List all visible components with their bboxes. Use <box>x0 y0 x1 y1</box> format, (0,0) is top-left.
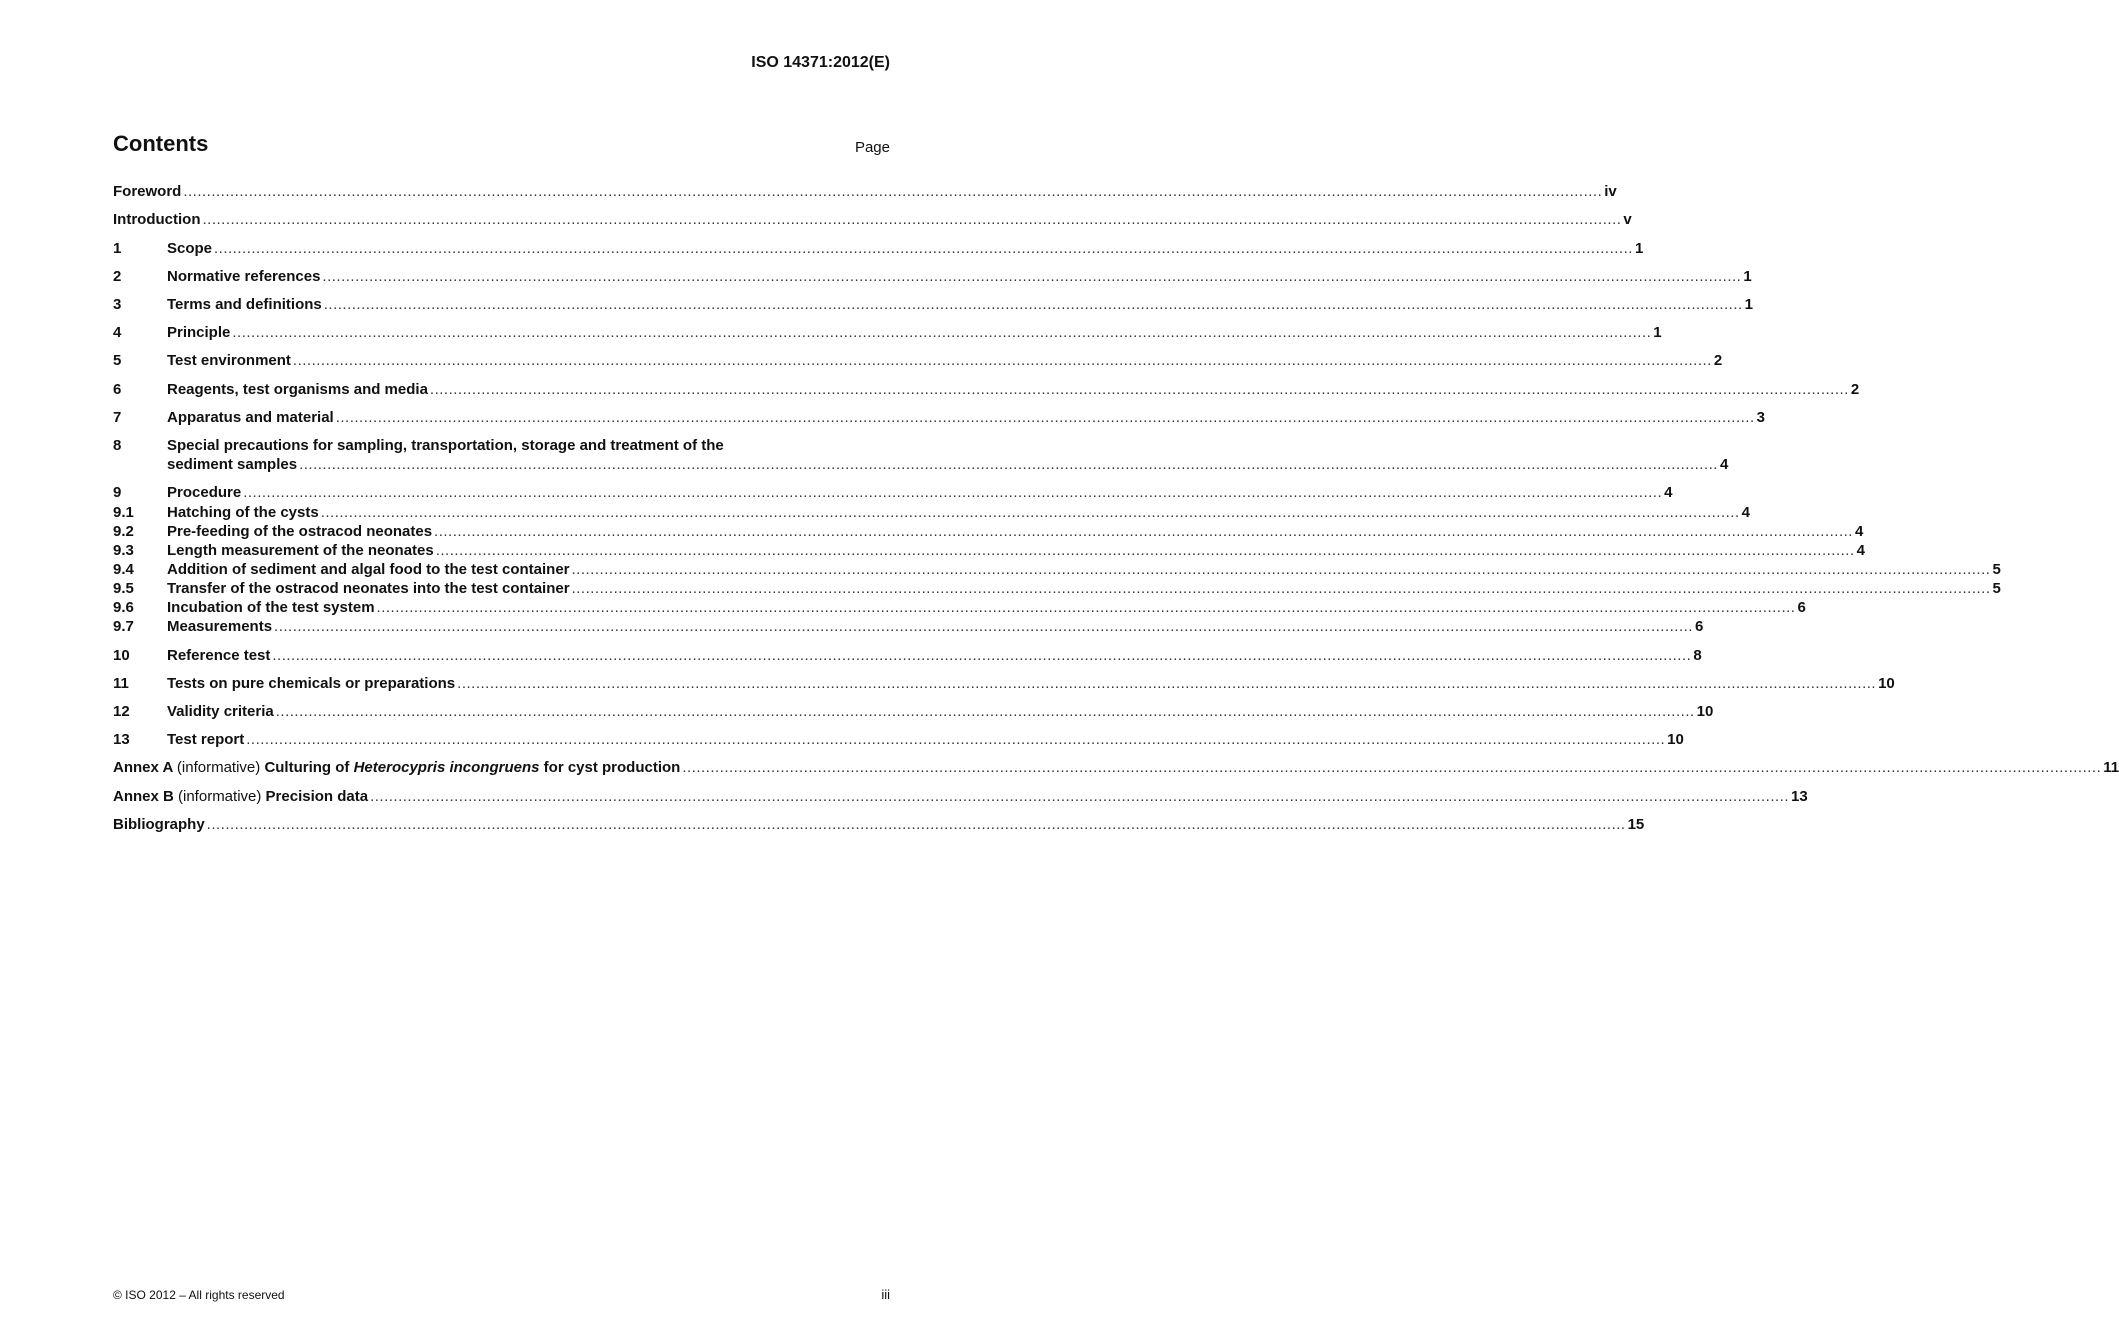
toc-page: 4 <box>1664 484 1673 501</box>
toc-entry[interactable] <box>113 295 1754 315</box>
toc-entry-multiline-second[interactable] <box>113 455 1729 475</box>
toc-page: 1 <box>1634 240 1644 257</box>
toc-page: v <box>1623 211 1632 228</box>
toc-number: 2 <box>113 268 122 285</box>
toc-page: 5 <box>1992 561 2001 578</box>
toc-title: Normative references <box>167 268 321 285</box>
dot-leader <box>322 267 1741 287</box>
dot-leader <box>436 541 1855 561</box>
toc-entry[interactable] <box>113 483 1673 503</box>
toc-number: 13 <box>113 731 130 748</box>
toc-entry[interactable] <box>113 617 1704 637</box>
toc-number: 8 <box>113 437 122 454</box>
toc-page: 3 <box>1756 409 1765 426</box>
toc-title: Validity criteria <box>167 703 274 720</box>
dot-leader <box>183 182 1602 202</box>
toc-title: Reference test <box>167 647 271 664</box>
dot-leader <box>214 239 1633 259</box>
toc-title: Procedure <box>167 484 242 501</box>
dot-leader <box>243 483 1662 503</box>
toc-number: 11 <box>113 675 129 692</box>
toc-page: 10 <box>1667 731 1684 748</box>
toc-page: 6 <box>1797 599 1806 616</box>
dot-leader <box>321 503 1740 523</box>
toc-number: 9.2 <box>113 523 134 540</box>
annex-title: Precision data <box>265 788 369 805</box>
toc-page: iv <box>1604 183 1617 200</box>
dot-leader <box>377 598 1796 618</box>
toc-number: 9.6 <box>113 599 134 616</box>
dot-leader <box>457 674 1876 694</box>
toc-page: 10 <box>1878 675 1895 692</box>
annex-type: (informative) <box>176 759 261 776</box>
dot-leader <box>274 617 1693 637</box>
toc-page: 2 <box>1850 381 1860 398</box>
toc-number: 1 <box>113 240 122 257</box>
toc-entry-bibliography[interactable] <box>113 815 1645 835</box>
toc-title: Length measurement of the neonates <box>167 542 434 559</box>
toc-title <box>113 758 680 778</box>
annex-label: Annex B <box>113 788 174 805</box>
dot-leader <box>299 455 1718 475</box>
toc-entry-introduction[interactable] <box>113 210 1632 230</box>
toc-title: Scope <box>167 240 213 257</box>
toc-title: Test report <box>167 731 245 748</box>
toc-title-line1: Special precautions for sampling, transportation, storage and treatment of the <box>167 437 724 454</box>
toc-entry[interactable] <box>113 579 2001 599</box>
toc-entry[interactable] <box>113 730 1684 750</box>
toc-entry[interactable] <box>113 351 1723 371</box>
dot-leader <box>246 730 1665 750</box>
copyright-notice: © ISO 2012 – All rights reserved <box>113 1288 285 1302</box>
toc-number: 6 <box>113 381 122 398</box>
toc-title: Addition of sediment and algal food to the test container <box>167 561 570 578</box>
toc-number: 9.1 <box>113 504 134 521</box>
toc-title <box>113 787 368 807</box>
toc-page: 4 <box>1854 523 1864 540</box>
dot-leader <box>202 210 1621 230</box>
dot-leader <box>370 787 1789 807</box>
toc-entry[interactable] <box>113 239 1644 259</box>
toc-entry[interactable] <box>113 560 2001 580</box>
dot-leader <box>682 758 2101 778</box>
toc-page: 13 <box>1791 788 1808 805</box>
toc-entry[interactable] <box>113 323 1662 343</box>
toc-title: Terms and definitions <box>167 296 322 313</box>
toc-page: 10 <box>1696 703 1714 720</box>
dot-leader <box>572 560 1991 580</box>
toc-entry-multiline-first[interactable] <box>113 436 890 456</box>
toc-number: 9.4 <box>113 561 134 578</box>
toc-page: 8 <box>1693 647 1702 664</box>
toc-title: Test environment <box>167 352 291 369</box>
dot-leader <box>293 351 1712 371</box>
toc-entry[interactable] <box>113 541 1865 561</box>
toc-number: 9 <box>113 484 122 501</box>
toc-entry-foreword[interactable] <box>113 182 1617 202</box>
dot-leader <box>232 323 1651 343</box>
toc-title: Bibliography <box>113 816 205 833</box>
contents-heading: Contents <box>113 131 209 156</box>
toc-entry[interactable] <box>113 522 1864 542</box>
toc-page: 4 <box>1741 504 1750 521</box>
toc-title: Transfer of the ostracod neonates into the test container <box>167 580 570 597</box>
toc-page: 5 <box>1992 580 2001 597</box>
toc-title: Principle <box>167 324 231 341</box>
dot-leader <box>276 702 1695 722</box>
toc-page: 1 <box>1744 296 1754 313</box>
toc-title: Incubation of the test system <box>167 599 375 616</box>
toc-entry[interactable] <box>113 674 1895 694</box>
toc-title: Foreword <box>113 183 182 200</box>
annex-title-pre: Culturing of <box>264 759 350 776</box>
toc-entry[interactable] <box>113 408 1765 428</box>
toc-entry-annex-a[interactable] <box>113 758 2119 778</box>
dot-leader <box>434 522 1853 542</box>
dot-leader <box>430 380 1849 400</box>
toc-entry[interactable] <box>113 702 1714 722</box>
toc-title: Pre-feeding of the ostracod neonates <box>167 523 433 540</box>
toc-title: Introduction <box>113 211 201 228</box>
annex-title-post: for cyst production <box>543 759 681 776</box>
document-id: ISO 14371:2012(E) <box>751 54 890 71</box>
page-column-label: Page <box>854 139 890 156</box>
toc-entry[interactable] <box>113 267 1752 287</box>
toc-page: 2 <box>1713 352 1723 369</box>
toc-entry[interactable] <box>113 598 1806 618</box>
dot-leader <box>324 295 1743 315</box>
dot-leader <box>272 646 1691 666</box>
page-number: iii <box>881 1287 890 1302</box>
toc-number: 9.5 <box>113 580 134 597</box>
toc-number: 12 <box>113 703 130 720</box>
toc-page: 6 <box>1694 618 1704 635</box>
toc-page: 4 <box>1856 542 1865 559</box>
toc-number: 10 <box>113 647 130 664</box>
toc-title: sediment samples <box>167 456 298 473</box>
toc-title: Hatching of the cysts <box>167 504 319 521</box>
toc-page: 15 <box>1627 816 1645 833</box>
toc-page: 4 <box>1719 456 1729 473</box>
toc-number: 5 <box>113 352 122 369</box>
toc-page: 1 <box>1653 324 1662 341</box>
toc-page: 11 <box>2103 759 2119 776</box>
toc-title: Measurements <box>167 618 273 635</box>
annex-type: (informative) <box>178 788 262 805</box>
dot-leader <box>207 815 1626 835</box>
toc-number: 9.7 <box>113 618 134 635</box>
dot-leader <box>572 579 1991 599</box>
dot-leader <box>336 408 1755 428</box>
toc-entry[interactable] <box>113 380 1860 400</box>
toc-entry-annex-b[interactable] <box>113 787 1808 807</box>
annex-title-italic: Heterocypris incongruens <box>353 759 540 776</box>
toc-title: Tests on pure chemicals or preparations <box>167 675 456 692</box>
toc-number: 4 <box>113 324 122 341</box>
toc-entry[interactable] <box>113 503 1750 523</box>
toc-title: Apparatus and material <box>167 409 334 426</box>
toc-page: 1 <box>1743 268 1752 285</box>
toc-number: 9.3 <box>113 542 134 559</box>
toc-entry[interactable] <box>113 646 1702 666</box>
toc-title: Reagents, test organisms and media <box>167 381 428 398</box>
toc-number: 3 <box>113 296 122 313</box>
annex-label: Annex A <box>113 759 173 776</box>
toc-number: 7 <box>113 409 122 426</box>
